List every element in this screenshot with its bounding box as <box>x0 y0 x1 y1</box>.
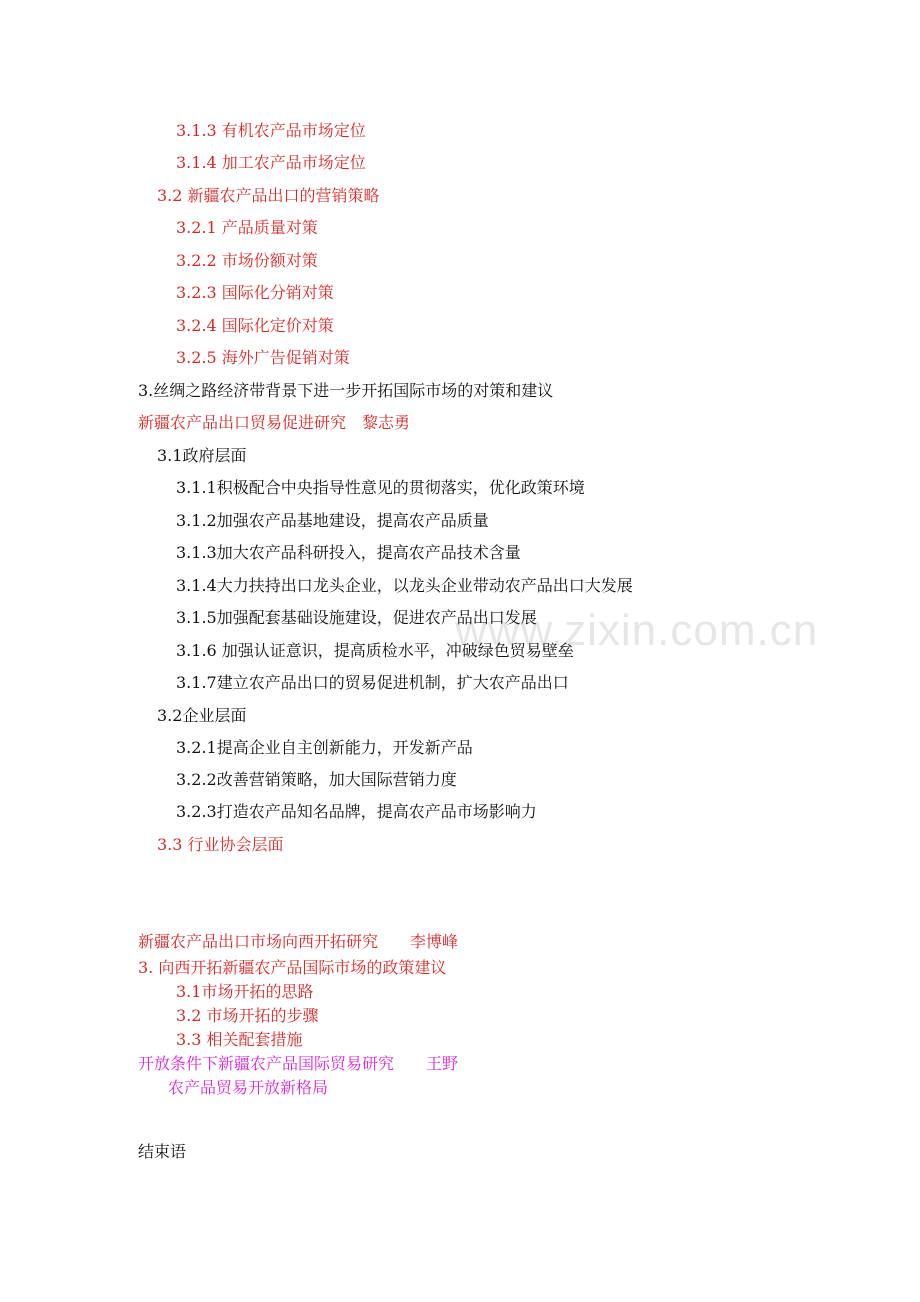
toc-item-3-2-2: 3.2.2改善营销策略，加大国际营销力度 <box>176 770 457 789</box>
section-government: 3.1政府层面 <box>157 446 247 465</box>
toc-item-3-1-3: 3.1.3加大农产品科研投入，提高农产品技术含量 <box>176 543 521 562</box>
toc-entry-3-2-2: 3.2.2 市场份额对策 <box>176 251 318 270</box>
conclusion-heading: 结束语 <box>138 1142 187 1161</box>
chapter-heading: 3.丝绸之路经济带背景下进一步开拓国际市场的对策和建议 <box>138 381 554 400</box>
toc-item-3-1-5: 3.1.5加强配套基础设施建设，促进农产品出口发展 <box>176 608 537 627</box>
toc-item-3-1-1: 3.1.1积极配合中央指导性意见的贯彻落实，优化政策环境 <box>176 478 585 497</box>
toc-item-3-new-pattern: 农产品贸易开放新格局 <box>168 1078 329 1097</box>
toc-entry-3-2-3: 3.2.3 国际化分销对策 <box>176 283 334 302</box>
section-enterprise: 3.2企业层面 <box>157 706 247 725</box>
toc-entry-3-2-4: 3.2.4 国际化定价对策 <box>176 316 334 335</box>
toc-item-3-2-1: 3.2.1提高企业自主创新能力，开发新产品 <box>176 738 473 757</box>
section-industry: 3.3 行业协会层面 <box>157 835 284 854</box>
toc-item-3-1-7: 3.1.7建立农产品出口的贸易促进机制，扩大农产品出口 <box>176 673 569 692</box>
toc-entry-3-2-1: 3.2.1 产品质量对策 <box>176 218 318 237</box>
toc-item-3-2-3: 3.2.3打造农产品知名品牌，提高农产品市场影响力 <box>176 802 537 821</box>
toc-entry-3-2-5: 3.2.5 海外广告促销对策 <box>176 348 350 367</box>
toc-entry-3-1-3: 3.1.3 有机农产品市场定位 <box>176 121 366 140</box>
source-paper-title-2: 新疆农产品出口市场向西开拓研究 李博峰 <box>138 932 459 951</box>
toc-item-2-3-2: 3.2 市场开拓的步骤 <box>176 1006 319 1025</box>
toc-item-3-1-6: 3.1.6 加强认证意识，提高质检水平，冲破绿色贸易壁垒 <box>176 641 574 660</box>
watermark: www.zixin.com.cn <box>455 606 819 655</box>
toc-item-2-3-1: 3.1市场开拓的思路 <box>176 982 314 1001</box>
source-paper-title-3: 开放条件下新疆农产品国际贸易研究 王野 <box>138 1054 459 1073</box>
toc-item-3-1-2: 3.1.2加强农产品基地建设，提高农产品质量 <box>176 511 489 530</box>
toc-entry-3-2: 3.2 新疆农产品出口的营销策略 <box>157 186 380 205</box>
toc-item-2-3-3: 3.3 相关配套措施 <box>176 1030 303 1049</box>
toc-item-3-1-4: 3.1.4大力扶持出口龙头企业，以龙头企业带动农产品出口大发展 <box>176 576 633 595</box>
toc-entry-3-1-4: 3.1.4 加工农产品市场定位 <box>176 153 366 172</box>
source-paper-title: 新疆农产品出口贸易促进研究 黎志勇 <box>138 413 411 432</box>
chapter-heading-2: 3. 向西开拓新疆农产品国际市场的政策建议 <box>138 958 447 977</box>
